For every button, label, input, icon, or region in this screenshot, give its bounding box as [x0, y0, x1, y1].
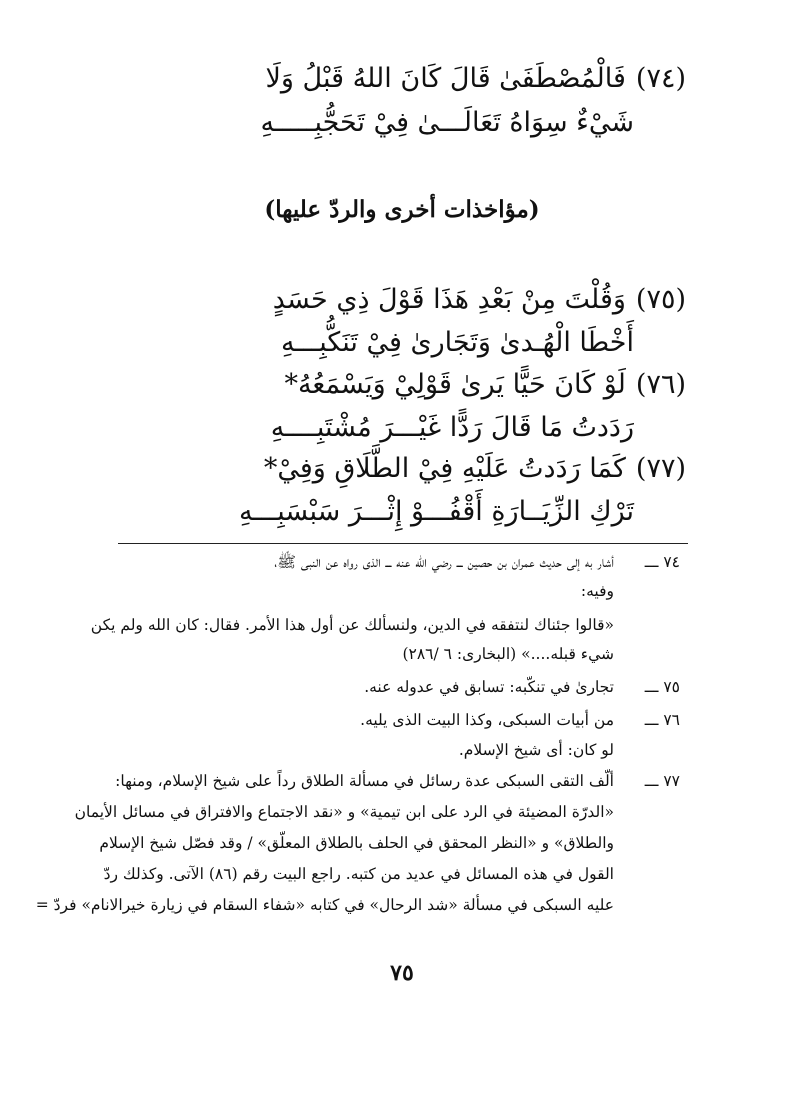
verse-second-hemistich: رَدَدتُ مَا قَالَ رَدًّا غَيْـــرَ مُشْتَبِــــهِ — [270, 412, 634, 443]
verse-first-hemistich — [266, 62, 686, 96]
footnote-line: عليه السبكى في مسألة «شد الرحال» في كتابه «شفاء السقام في زيارة خيرالانام» فردّ = — [35, 896, 614, 914]
verse-second-hemistich: شَيْءٌ سِوَاهُ تَعَالَـــىٰ فِيْ تَحَجُّبِـــــهِ — [260, 107, 634, 138]
verse-first-hemistich — [273, 283, 686, 317]
section-title: (مؤاخذات أخرى والردّ عليها) — [264, 196, 540, 223]
verse-second-hemistich: أَخْطَا الْهُـدىٰ وَتَجَارىٰ فِيْ تَنَكُّبِـــهِ — [280, 327, 634, 358]
verse-text: لَوْ كَانَ حَيًّا يَرىٰ قَوْلِيْ وَيَسْمَعُهُ* — [284, 369, 626, 400]
footnote-line: أشار به إلى حديث عمران بن حصين ـــ رضي الله عنه ـــ الذى رواه عن النبى ﷺ، — [274, 553, 614, 571]
footnote-line: ألّف التقى السبكى عدة رسائل في مسألة الطلاق رداً على شيخ الإسلام، ومنها: — [115, 772, 614, 790]
footnote-line: تجارىٰ في تنكّبه: تسابق في عدوله عنه. — [364, 678, 614, 696]
footnote-line: والطلاق» و «النظر المحقق في الحلف بالطلاق المعلّق» / وقد فصّل شيخ الإسلام — [99, 834, 614, 852]
footnote-number: ٧٤ ـــ — [644, 553, 680, 571]
verse-number: (٧٥) — [635, 284, 686, 315]
footnote-line: «الدرّة المضيئة في الرد على ابن تيمية» و «نقد الاجتماع والافتراق في مسائل الأيمان — [74, 803, 614, 821]
verse-text: كَمَا رَدَدتُ عَلَيْهِ فِيْ الطَّلَاقِ وَفِيْ* — [263, 453, 626, 484]
verse-number: (٧٦) — [635, 369, 686, 400]
verse-first-hemistich — [284, 368, 686, 402]
footnote-line: وفيه: — [580, 582, 614, 600]
footnote-number: ٧٥ ـــ — [644, 678, 680, 696]
footnote-line: شيء قبله....» (البخارى: ٦ /٢٨٦) — [402, 645, 614, 663]
footnote-line: «قالوا جئناك لنتفقه في الدين، ولنسألك عن أول هذا الأمر. فقال: كان الله ولم يكن — [90, 616, 614, 634]
footnote-number: ٧٦ ـــ — [644, 711, 680, 729]
footnote-line: من أبيات السبكى، وكذا البيت الذى يليه. — [360, 711, 614, 729]
footnote-number: ٧٧ ـــ — [644, 772, 680, 790]
verse-first-hemistich — [264, 452, 686, 486]
verse-second-hemistich: تَرْكِ الزِّيَــارَةِ أَقْفُـــوْ إِثْـــرَ سَبْسَبِـــهِ — [239, 496, 634, 527]
verse-text: فَالْمُصْطَفَىٰ قَالَ كَانَ اللهُ قَبْلُ وَلَا — [265, 63, 626, 94]
page-number: ٧٥ — [390, 960, 414, 986]
footnote-separator — [118, 543, 688, 544]
footnote-line: لو كان: أى شيخ الإسلام. — [458, 741, 614, 759]
verse-number: (٧٧) — [635, 453, 686, 484]
verse-number: (٧٤) — [635, 63, 686, 94]
footnote-line: القول في هذه المسائل في عديد من كتبه. راجع البيت رقم (٨٦) الآتى. وكذلك ردّ — [103, 865, 614, 883]
verse-text: وَقُلْتَ مِنْ بَعْدِ هَذَا قَوْلَ ذِي حَسَدٍ — [272, 284, 626, 315]
